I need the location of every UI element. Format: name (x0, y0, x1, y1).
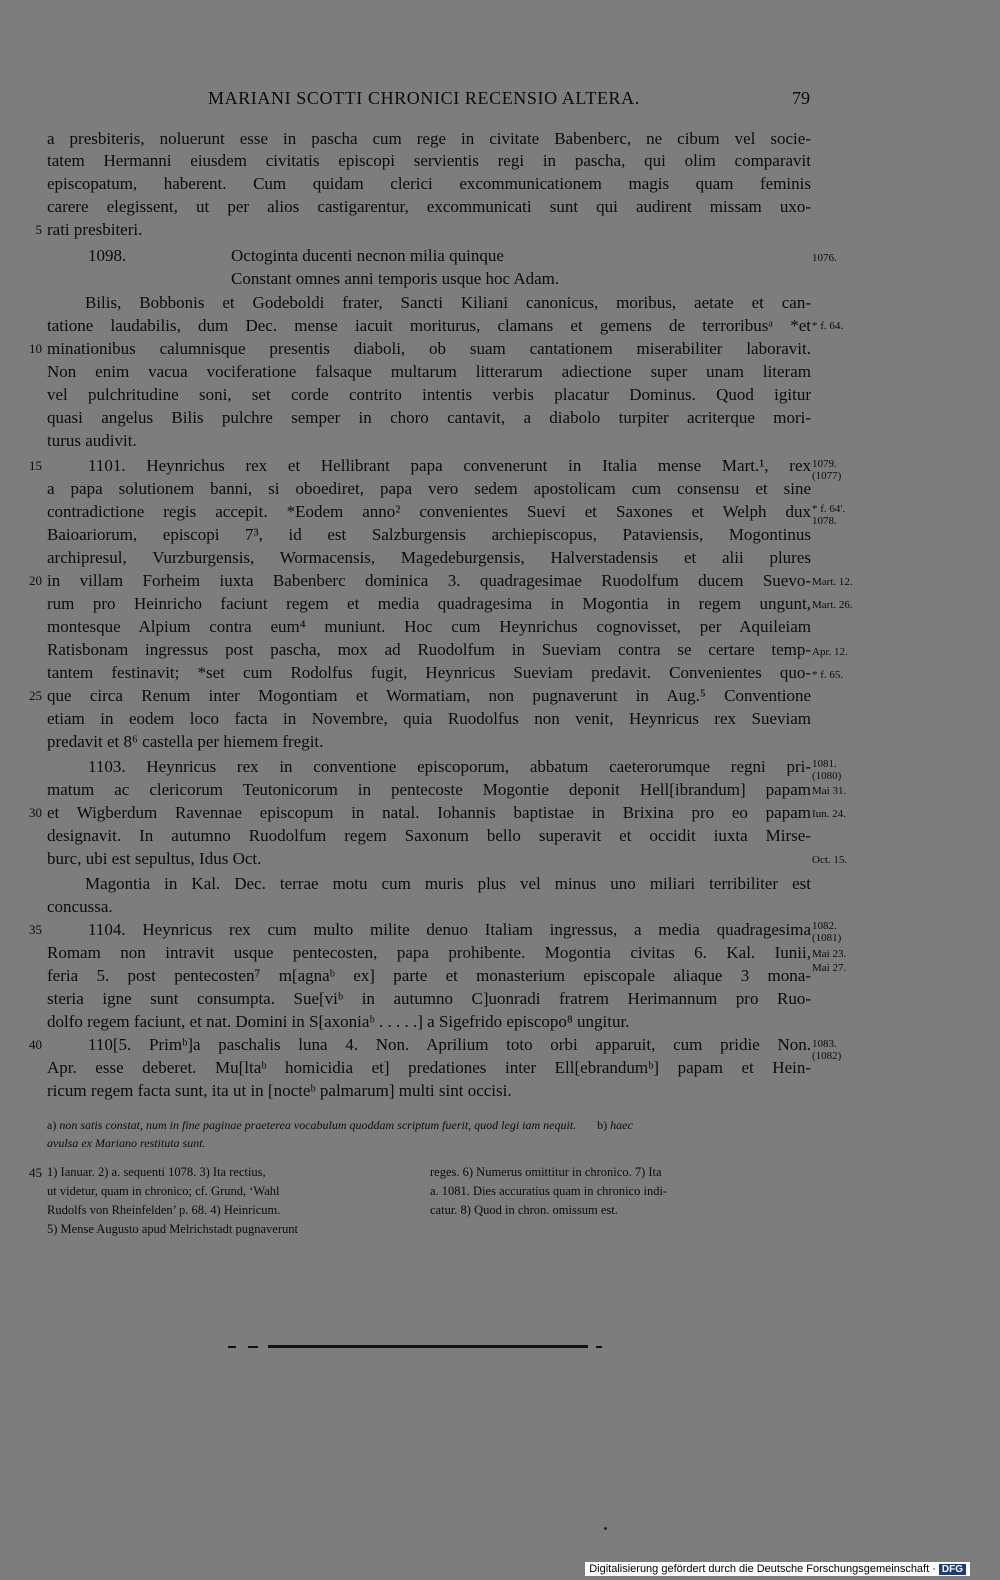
text-line: turus audivit. (47, 431, 137, 450)
footnote-a (47, 1116, 811, 1134)
footnote-a-label: a) (47, 1118, 57, 1132)
page-end-rule (228, 1345, 610, 1349)
margin-note: Mart. 26. (812, 599, 853, 611)
text-line: 1104. Heynricus rex cum multo milite denuo Italiam ingressus, a media quadragesima (88, 920, 811, 939)
footnote-line: a. 1081. Dies accuratius quam in chronico indi- (430, 1184, 668, 1198)
line-number: 10 (29, 341, 42, 356)
line-number: 40 (29, 1037, 42, 1052)
text-line: et Wigberdum Ravennae episcopum in natal. Iohannis baptistae in Brixina pro eo papam (47, 803, 811, 822)
text-line: Apr. esse deberet. Mu[ltaᵇ homicidia et] predationes inter Ell[ebrandumᵇ] papam et Hein- (47, 1058, 811, 1077)
margin-note: Mai 31. (812, 785, 847, 797)
margin-note: 1078. (812, 515, 837, 527)
text-line: Ratisbonam ingressus post pascha, mox ad Ruodolfum in Sueviam contra se certare temp- (47, 640, 811, 659)
text-line: predavit et 8⁶ castella per hiemem fregit. (47, 732, 324, 751)
text-line: contradictione regis accepit. *Eodem anno² convenientes Suevi et Saxones et Welph dux (47, 502, 811, 521)
text-line: Non enim vacua vociferatione falsaque multarum litterarum adiectione super unam literam (47, 362, 811, 381)
text-line: carere elegissent, ut per alios castigarentur, excommunicati sunt qui audirent missam uxo- (47, 197, 811, 216)
margin-note: 1081. (812, 758, 837, 770)
footnote-b-continued: avulsa ex Mariano restituta sunt. (47, 1136, 206, 1150)
text-line: tantem festinavit; *set cum Rodolfus fugit, Heynricus Sueviam predavit. Convenientes quo- (47, 663, 811, 682)
line-number: 25 (29, 688, 42, 703)
margin-note: (1077) (812, 470, 842, 482)
text-line: rum pro Heinricho faciunt regem et media quadragesima in Mogontia in regem ungunt, (47, 594, 811, 613)
margin-note: Mai 27. (812, 962, 847, 974)
text-line: a papa solutionem banni, si oboediret, papa vero sedem apostolicam cum consensu et sine (47, 479, 811, 498)
text-line: Romam non intravit usque pentecosten, papa prohibente. Mogontia civitas 6. Kal. Iunii, (47, 943, 811, 962)
footnote-line: Rudolfs von Rheinfelden’ p. 68. 4) Heinricum. (47, 1203, 281, 1217)
margin-note: 1082. (812, 920, 837, 932)
verse-line: Octoginta ducenti necnon milia quinque (231, 246, 504, 265)
text-line: Bilis, Bobbonis et Godeboldi frater, Sancti Kiliani canonicus, moribus, aetate et can- (85, 293, 811, 312)
text-line: que circa Renum inter Mogontiam et Wormatiam, non pugnaverunt in Aug.⁵ Conventione (47, 686, 811, 705)
margin-note: Mart. 12. (812, 576, 853, 588)
text-line: burc, ubi est sepultus, Idus Oct. (47, 849, 262, 868)
footnote-line: ut videtur, quam in chronico; cf. Grund, ‘Wahl (47, 1184, 280, 1198)
text-line: quasi angelus Bilis pulchre semper in choro cantavit, a diabolo turpiter acriterque mori- (47, 408, 811, 427)
text-line: minationibus calumnisque presentis diaboli, ob suam cantationem miserabiliter laboravit. (47, 339, 811, 358)
margin-note: * f. 64'. (812, 503, 846, 515)
text-line: 1101. Heynrichus rex et Hellibrant papa convenerunt in Italia mense Mart.¹, rex (88, 456, 811, 475)
footnote-line: 5) Mense Augusto apud Melrichstadt pugnaverunt (47, 1222, 298, 1236)
text-line: tatione laudabilis, dum Dec. mense iacuit moriturus, clamans et gemens de terroribusᵃ *et (47, 316, 811, 335)
line-number: 35 (29, 922, 42, 937)
page-number: 79 (792, 88, 810, 108)
rule-segment (228, 1346, 236, 1348)
text-line: dolfo regem faciunt, et nat. Domini in S[axoniaᵇ . . . . .] a Sigefrido episcopo⁸ ungitur. (47, 1012, 630, 1031)
text-line: steria igne sunt consumpta. Sue[viᵇ in autumno C]uonradi fratrem Herimannum pro Ruo- (47, 989, 811, 1008)
text-line: tatem Hermanni eiusdem civitatis episcopi servientis regi in pascha, qui olim comparavit (47, 151, 811, 170)
footnote-line: 1) Ianuar. 2) a. sequenti 1078. 3) Ita rectius, (47, 1165, 266, 1179)
text-line: a presbiteris, noluerunt esse in pascha cum rege in civitate Babenberc, ne cibum vel socie- (47, 129, 811, 148)
line-number: 30 (29, 805, 42, 820)
rule-segment (248, 1346, 258, 1348)
text-line: in villam Forheim iuxta Babenberc dominica 3. quadragesimae Ruodolfum ducem Suevo- (47, 571, 811, 590)
margin-note: 1079. (812, 458, 837, 470)
entry-year-1098: 1098. (88, 246, 127, 265)
margin-note: Mai 23. (812, 948, 847, 960)
text-line: 110[5. Primᵇ]a paschalis luna 4. Non. Aprilium toto orbi apparuit, cum pridie Non. (88, 1035, 811, 1054)
text-line: episcopatum, haberent. Cum quidam clerici excommunicationem magis quam feminis (47, 174, 811, 193)
margin-note: 1076. (812, 252, 837, 264)
running-title: MARIANI SCOTTI CHRONICI RECENSIO ALTERA. (208, 88, 640, 108)
verse-line: Constant omnes anni temporis usque hoc Adam. (231, 269, 560, 288)
text-line: vel pulchritudine soni, set corde contrito intentis verbis placatur Dominus. Quod igitur (47, 385, 811, 404)
line-number: 15 (29, 458, 42, 473)
margin-note: * f. 64. (812, 320, 844, 332)
margin-note: 1083. (812, 1038, 837, 1050)
margin-note: (1080) (812, 770, 842, 782)
footnote-a-text: non satis constat, num in fine paginae praeterea vocabulum quoddam scriptum fuerit, quod legi iam nequit. (59, 1118, 577, 1132)
margin-note: * f. 65. (812, 669, 844, 681)
footnote-line: reges. 6) Numerus omittitur in chronico. 7) Ita (430, 1165, 662, 1179)
running-header (0, 88, 1000, 114)
margin-note: Oct. 15. (812, 854, 848, 866)
footnote-line: catur. 8) Quod in chron. omissum est. (430, 1203, 618, 1217)
text-line: 1103. Heynricus rex in conventione episcoporum, abbatum caeterorumque regni pri- (88, 757, 811, 776)
text-line: Baioariorum, episcopi 7³, id est Salzburgensis archiepiscopus, Pataviensis, Mogontinus (47, 525, 811, 544)
margin-note: (1082) (812, 1050, 842, 1062)
footnote-b-text: haec (610, 1118, 633, 1132)
margin-note: (1081) (812, 932, 842, 944)
text-line: matum ac clericorum Teutonicorum in pentecoste Mogontie deponit Hell[ibrandum] papam (47, 780, 811, 799)
text-line: concussa. (47, 897, 113, 916)
text-line: archipresul, Vurzburgensis, Wormacensis, Magedeburgensis, Halverstadensis et alii plures (47, 548, 811, 567)
text-line: etiam in eodem loco facta in Novembre, quia Ruodolfus non venit, Heynricus rex Sueviam (47, 709, 811, 728)
rule-segment (596, 1346, 602, 1348)
footnote-b-label: b) (597, 1118, 608, 1132)
dfg-logo: DFG (939, 1564, 966, 1575)
line-number: 45 (29, 1165, 42, 1180)
rule-segment (268, 1345, 588, 1348)
text-line: designavit. In autumno Ruodolfum regem Saxonum bello superavit et occidit iuxta Mirse- (47, 826, 811, 845)
credit-text: Digitalisierung gefördert durch die Deutsche Forschungsgemeinschaft · (589, 1563, 936, 1575)
line-number: 20 (29, 573, 42, 588)
text-line: ricum regem facta sunt, ita ut in [nocteᵇ palmarum] multi sint occisi. (47, 1081, 512, 1100)
margin-note: Iun. 24. (812, 808, 846, 820)
digitization-credit (585, 1562, 970, 1576)
text-line: feria 5. post pentecosten⁷ m[agnaᵇ ex] parte et monasterium episcopale aliaque 3 mona- (47, 966, 811, 985)
text-line: rati presbiteri. (47, 220, 143, 239)
line-number: 5 (35, 222, 42, 237)
text-line: Magontia in Kal. Dec. terrae motu cum muris plus vel minus uno miliari terribiliter est (85, 874, 811, 893)
speck (604, 1527, 607, 1530)
text-line: montesque Alpium contra eum⁴ muniunt. Hoc cum Heynrichus cognovisset, per Aquileiam (47, 617, 811, 636)
margin-note: Apr. 12. (812, 646, 848, 658)
